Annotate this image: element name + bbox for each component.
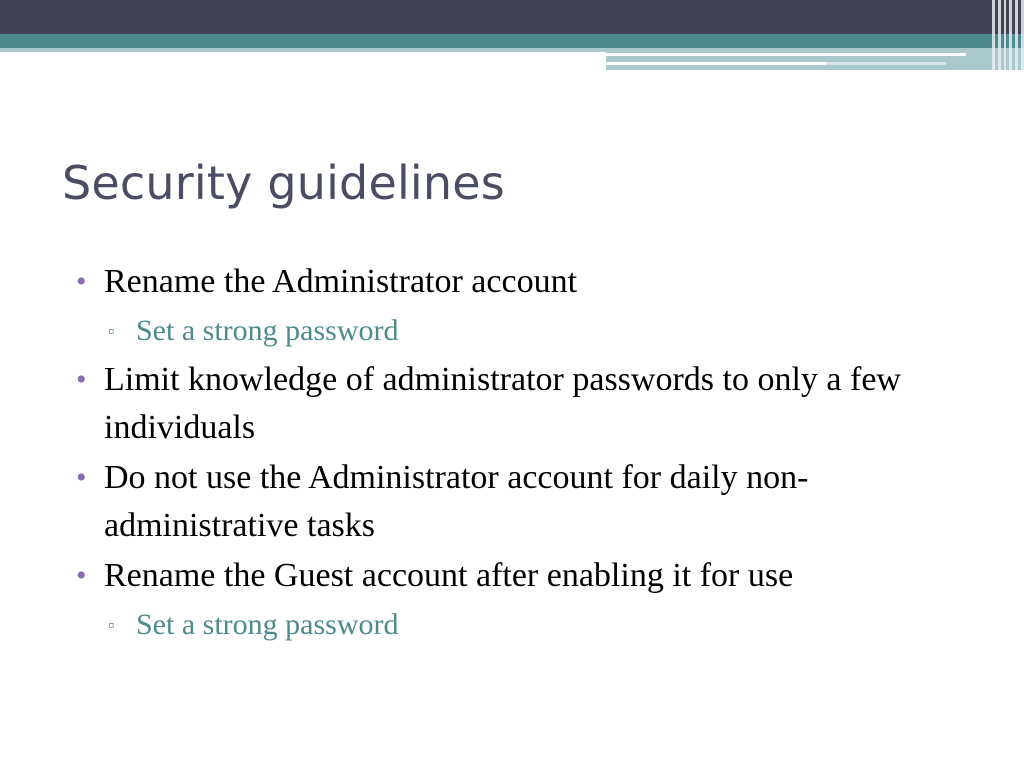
bullet-item — [74, 258, 954, 306]
bullet-text: Rename the Guest account after enabling it for use — [104, 557, 794, 594]
edge-stripe — [992, 0, 995, 70]
subbullet-marker: ▫ — [108, 321, 115, 341]
header-accent-block — [606, 48, 1024, 70]
header-band-teal — [0, 34, 1024, 48]
header-edge-stripes — [992, 0, 1024, 70]
header-band-dark — [0, 0, 1024, 34]
subbullet-text: Set a strong password — [136, 314, 399, 347]
subbullet-item — [74, 600, 954, 650]
header-accent-line — [606, 62, 826, 65]
bullet-item — [74, 552, 954, 600]
slide-title: Security guidelines — [62, 156, 505, 210]
bullet-item — [74, 356, 954, 452]
header-accent-line — [606, 53, 966, 56]
bullet-marker: • — [76, 559, 87, 592]
edge-stripe — [998, 0, 1001, 70]
bullet-text: Limit knowledge of administrator passwords to only a few individuals — [104, 361, 901, 446]
bullet-marker: • — [76, 363, 87, 396]
bullet-marker: • — [76, 461, 87, 494]
subbullet-text: Set a strong password — [136, 608, 399, 641]
edge-stripe — [1015, 0, 1018, 70]
edge-stripe — [1004, 0, 1007, 70]
bullet-text: Do not use the Administrator account for daily non-administrative tasks — [104, 459, 809, 544]
bullet-list — [74, 258, 954, 650]
bullet-text: Rename the Administrator account — [104, 263, 578, 300]
subbullet-marker: ▫ — [108, 615, 115, 635]
bullet-marker: • — [76, 265, 87, 298]
bullet-item — [74, 454, 954, 550]
header-accent-line — [826, 62, 946, 65]
edge-stripe — [1009, 0, 1012, 70]
subbullet-item — [74, 306, 954, 356]
